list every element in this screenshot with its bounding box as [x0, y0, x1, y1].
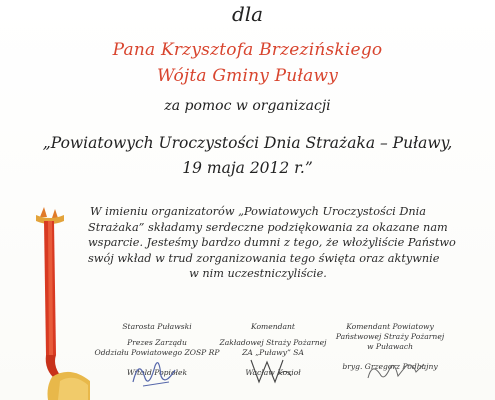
- event-name-line2: 19 maja 2012 r.”: [182, 159, 313, 177]
- body-line: swój wkład w trud zorganizowania tego święta oraz aktywnie: [88, 251, 440, 265]
- signature-name: bryg. Grzegorz Podhajny: [342, 362, 438, 371]
- recipient-title: Wójta Gminy Puławy: [156, 66, 339, 86]
- signature-name: Witold Popiołek: [126, 368, 188, 377]
- signature-role: Prezes Zarządu: [127, 338, 187, 347]
- signature-role: w Puławach: [366, 342, 414, 351]
- signature-role: Zakładowej Straży Pożarnej: [219, 338, 327, 347]
- heading-dla: dla: [231, 2, 264, 26]
- signature-role: Starosta Puławski: [122, 322, 192, 331]
- signature-role: ZA „Puławy” SA: [242, 348, 304, 357]
- body-line: w nim uczestniczyliście.: [189, 267, 327, 280]
- body-line: W imieniu organizatorów „Powiatowych Uroczystości Dnia: [89, 205, 427, 218]
- body-line: wsparcie. Jesteśmy bardzo dumni z tego, że włożyliście Państwo: [88, 236, 456, 249]
- signature-role: Państwowej Straży Pożarnej: [335, 332, 445, 341]
- signature-block-komendant-powiatowy: [315, 322, 465, 372]
- signature-role: Oddziału Powiatowego ZOSP RP: [94, 348, 220, 357]
- signature-role: Komendant Powiatowy: [346, 322, 434, 331]
- body-line: Strażaka” składamy serdeczne podziękowania za okazane nam: [88, 220, 448, 234]
- event-name-line1: „Powiatowych Uroczystości Dnia Strażaka – Puławy,: [42, 134, 453, 152]
- body-paragraph: [88, 204, 456, 282]
- purpose-line: za pomoc w organizacji: [164, 98, 331, 114]
- signature-name: Wacław Kozioł: [245, 368, 301, 377]
- signature-role: Komendant: [251, 322, 295, 331]
- recipient-name: Pana Krzysztofa Brzezińskiego: [112, 40, 383, 60]
